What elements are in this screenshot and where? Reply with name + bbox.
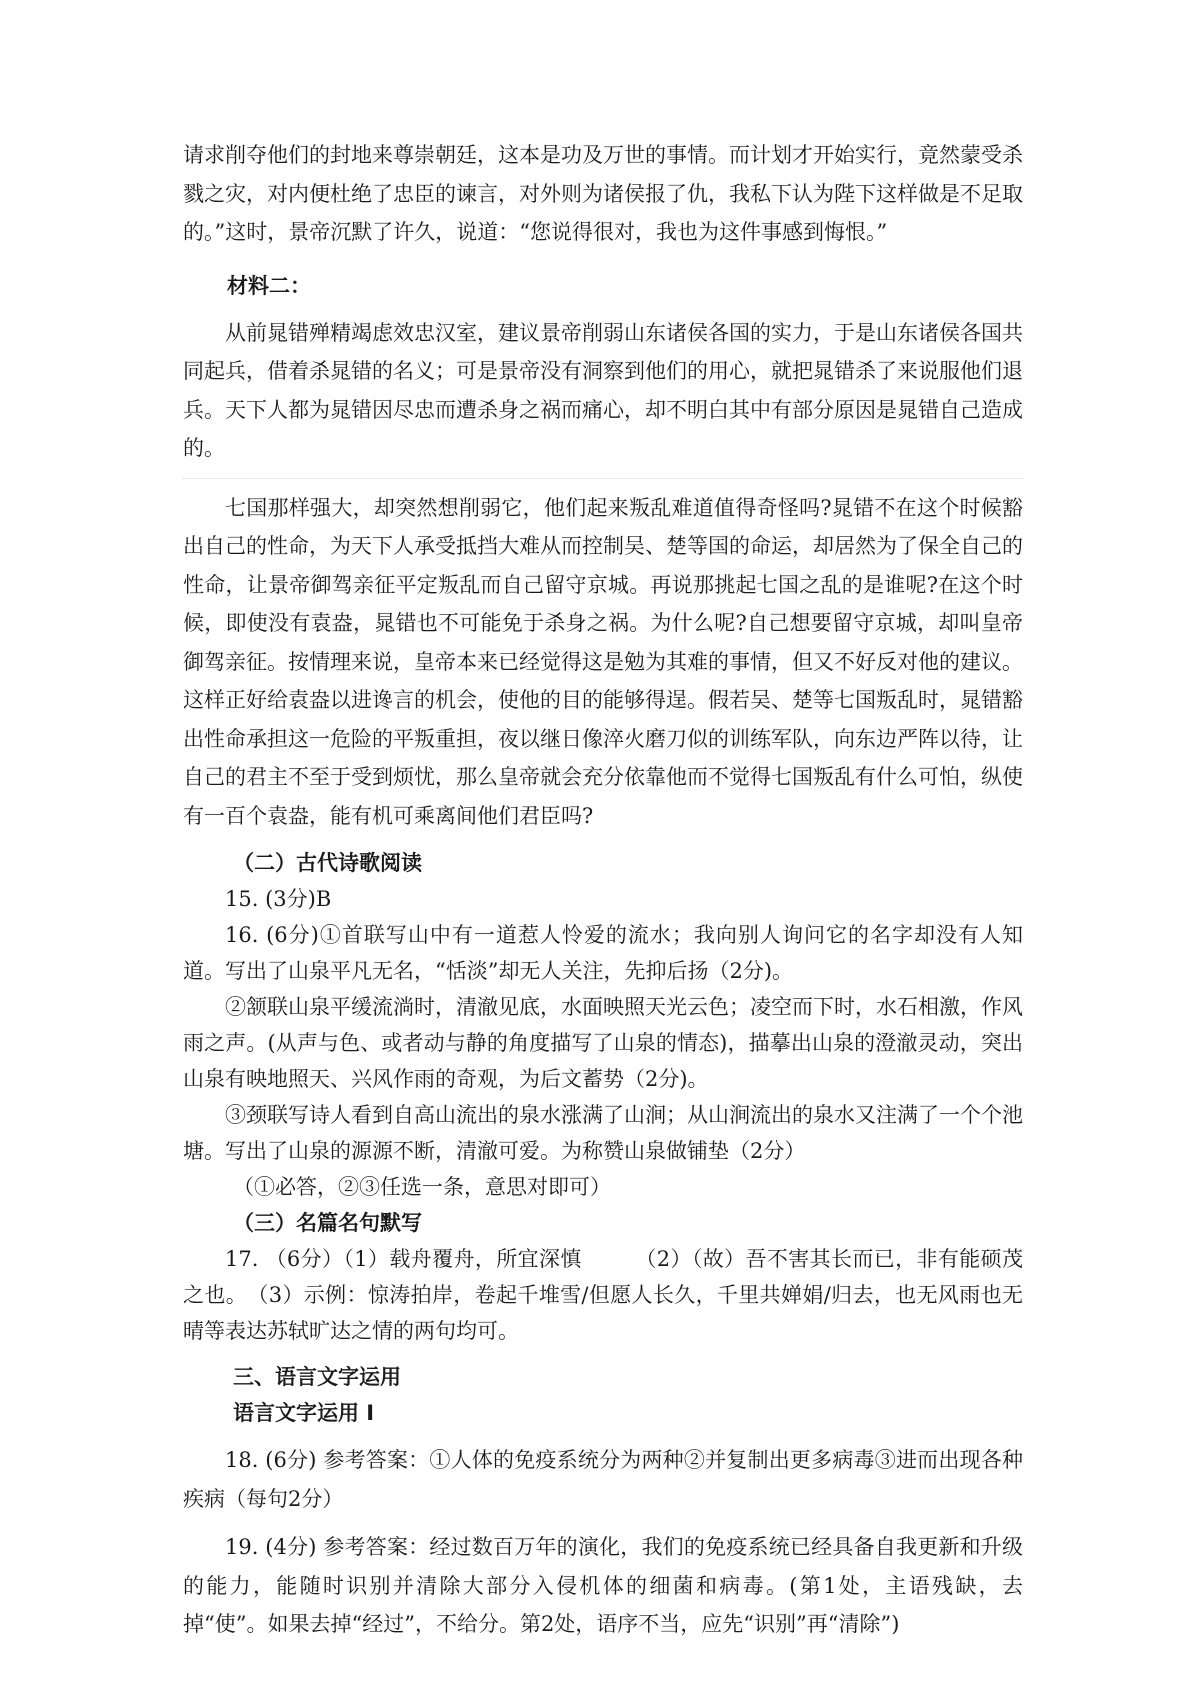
material2-paragraph-2: 七国那样强大，却突然想削弱它，他们起来叛乱难道值得奇怪吗?晁错不在这个时候豁出自己的性命，为天下人承受抵挡大难从而控制吴、楚等国的命运，却居然为了保全自己的性命，让景帝御驾亲征平定叛乱而自己留守京城。再说那挑起七国之乱的是谁呢?在这个时候，即使没有袁盎，晁错也不可能免于杀身之祸。为什么呢?自己想要留守京城，却叫皇帝御驾亲征。按情理来说，皇帝本来已经觉得这是勉为其难的事情，但又不好反对他的建议。这样正好给袁盎以进谗言的机会，使他的目的能够得逞。假若吴、楚等七国叛乱时，晁错豁出性命承担这一危险的平叛重担，夜以继日像淬火磨刀似的训练军队，向东边严阵以待，让自己的君主不至于受到烦忧，那么皇帝就会充分依靠他而不觉得七国叛乱有什么可怕，纵使有一百个袁盎，能有机可乘离间他们君臣吗?	[183, 495, 1023, 828]
material1-paragraph-tail: 请求削夺他们的封地来尊崇朝廷，这本是功及万世的事情。而计划才开始实行，竟然蒙受杀戮之灾，对内便杜绝了忠臣的谏言，对外则为诸侯报了仇，我私下认为陛下这样做是不足取的。”这时，景帝沉默了许久，说道：“您说得很对，我也为这件事感到悔恨。”	[183, 143, 1023, 244]
material2-title: 材料二：	[227, 273, 311, 298]
section-language-1-heading: 语言文字运用 Ⅰ	[233, 1401, 375, 1425]
material2-paragraph-1: 从前晁错殚精竭虑效忠汉室，建议景帝削弱山东诸侯各国的实力，于是山东诸侯各国共同起兵，借着杀晁错的名义；可是景帝没有洞察到他们的用心，就把晁错杀了来说服他们退兵。天下人都为晁错因尽忠而遭杀身之祸而痛心，却不明白其中有部分原因是晁错自己造成的。	[183, 320, 1023, 460]
section-poetry-heading: （二）古代诗歌阅读	[233, 851, 422, 875]
answer-17: 17. （6分）（1）载舟覆舟，所宜深慎 （2）（故）吾不害其长而已，非有能硕茂之也。 （3）示例：惊涛拍岸，卷起千堆雪/但愿人长久，千里共婵娟/归去，也无风雨也无晴等表达苏轼旷达之情的两句均可。	[183, 1247, 1023, 1343]
document-page	[183, 136, 1023, 1644]
answer-15: 15. (3分)B	[225, 887, 332, 911]
answer-16-part-3: ③颈联写诗人看到自高山流出的泉水涨满了山涧；从山涧流出的泉水又注满了一个个池塘。写出了山泉的源源不断，清澈可爱。为称赞山泉做铺垫（2分）	[183, 1103, 1023, 1163]
section-recite-heading: （三）名篇名句默写	[233, 1211, 422, 1235]
answer-18: 18. (6分) 参考答案：①人体的免疫系统分为两种②并复制出更多病毒③进而出现各种疾病（每句2分）	[183, 1448, 1023, 1511]
answer-16-note: （①必答，②③任选一条，意思对即可）	[233, 1175, 611, 1199]
section-language-heading: 三、语言文字运用	[233, 1365, 401, 1389]
answer-16-part-2: ②颔联山泉平缓流淌时，清澈见底，水面映照天光云色；凌空而下时，水石相激，作风雨之声。(从声与色、或者动与静的角度描写了山泉的情态)，描摹出山泉的澄澈灵动，突出山泉有映地照天、兴风作雨的奇观，为后文蓄势（2分)。	[183, 995, 1023, 1091]
answer-16-part-1: 16. (6分)①首联写山中有一道惹人怜爱的流水；我向别人询问它的名字却没有人知道。写出了山泉平凡无名，“恬淡”却无人关注，先抑后扬（2分)。	[183, 923, 1023, 983]
answer-19: 19. (4分) 参考答案：经过数百万年的演化，我们的免疫系统已经具备自我更新和升级的能力，能随时识别并清除大部分入侵机体的细菌和病毒。(第1处，主语残缺，去掉“使”。如果去掉“经过”，不给分。第2处，语序不当，应先“识别”再“清除”)	[183, 1535, 1023, 1636]
